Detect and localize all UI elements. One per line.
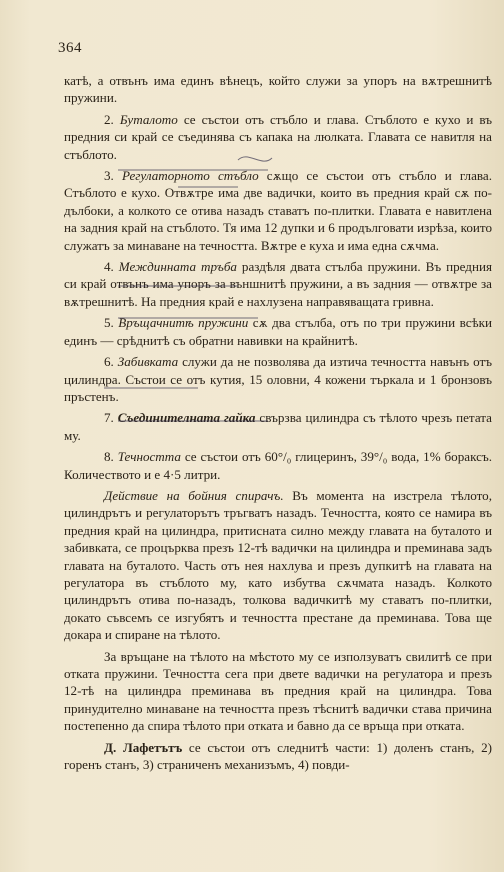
page-number: 364: [58, 40, 82, 56]
page-text: [64, 72, 492, 777]
item-term: Забивката: [117, 354, 179, 370]
item-term: Течността: [117, 449, 181, 465]
item-text: сѫ два стълба, отъ по три пружини всѣки единъ — срѣднитѣ съ обратни навивки на крайнитѣ.: [64, 315, 492, 348]
paragraph-7-connecting-nut: [64, 409, 492, 444]
item-number: 7.: [104, 410, 114, 426]
section-term: Д. Лафетътъ: [104, 739, 183, 755]
paragraph-carriage: [64, 739, 492, 774]
item-text: сѫщо се състои отъ стъбло и глава. Стъблото е кухо. Отвѫтре има две вадички, които въ предния край сѫ по-дълбоки, а колкото се отива назадъ ставатъ по-плитки. Главата е навитлена на задния край на стъблото. Тя има 12 дупки и 6 продълговати изрѣза, които служатъ за минаване на течността. Вѫтре е куха и има една сѫчма.: [64, 168, 492, 253]
paragraph-3-regulator-rod: [64, 167, 492, 254]
item-text: се състои отъ стъбло и глава. Стъблото е кухо и въ предния си край се съединява съ капака на люлката. Главата се навитля на стъблото.: [64, 111, 493, 162]
section-text: се състои отъ следнитѣ части: 1) доленъ станъ, 2) горенъ станъ, 3) страниченъ механизъмъ, 4) повди-: [64, 739, 492, 773]
paragraph-brake-action: [64, 487, 492, 644]
section-term: Действие на бойния спирачъ.: [104, 487, 284, 503]
item-term: Съединителната гайка: [117, 410, 256, 426]
item-term: Връщачнитѣ пружини: [118, 315, 249, 331]
paragraph-return: За връщане на тѣлото на мѣстото му се използуватъ свилитѣ се при отката пружини. Течността сега при двете вадички на регулатора и презъ 12-тѣ на цилиндра преминава въ предния край на цилиндра. Това принудително минаване на течността презъ тѣснитѣ вадички става причина постепенно да спира тѣлото при отката и бавно да се връща при отката.: [64, 648, 492, 734]
item-term: Междинната тръба: [118, 259, 237, 275]
section-text: Въ момента на изстрела тѣлото, цилиндрътъ и регулаторътъ тръгватъ назадъ. Течността, която се намира въ предния край на цилиндра, притисната силно между главата на буталото и забивката, се процърква презъ 12-тѣ вадички на цилиндра и преминава задъ главата на буталото. Часть отъ нея нахлува и презъ дупкитѣ на главата на регулатора въ стъблото му, като избутва сѫчмата назадъ. Колкото цилиндрътъ отива по-назадъ, толкова вадичкитѣ му ставатъ по-плитки, докато съвсемъ се изгубятъ и течността престане да преминава. Това ще докара и спиране на тѣлото.: [64, 487, 493, 643]
item-text: раздѣля двата стълба пружини. Въ предния си край отвънъ има упоръ за външнитѣ пружини, а въ задния — отвѫтре за вѫтрешнитѣ. На предния край е нахлузена направяващата гривна.: [64, 259, 492, 309]
paragraph-6-packing: [64, 353, 492, 405]
paragraph-8-liquid: [64, 448, 492, 483]
item-number: 6.: [104, 354, 114, 370]
paragraph-5-return-springs: [64, 314, 492, 349]
item-term: Регулаторното стъбло: [121, 168, 259, 184]
item-text: свързва цилиндра съ тѣлото чрезъ петата му.: [64, 410, 492, 443]
paragraph-continued: катѣ, а отвънъ има единъ вѣнецъ, който служи за упоръ на вѫтрешнитѣ пружини.: [64, 73, 492, 106]
item-text: се състои отъ 60°/₀ глицеринъ, 39°/₀ вода, 1% бораксъ. Количеството и е 4·5 литри.: [64, 449, 492, 482]
item-number: 4.: [104, 259, 114, 275]
item-term: Буталото: [119, 111, 178, 127]
paragraph-2-piston: [64, 111, 492, 163]
item-number: 3.: [104, 168, 114, 184]
item-number: 2.: [104, 111, 114, 127]
item-number: 8.: [104, 449, 114, 465]
item-number: 5.: [104, 315, 114, 331]
paragraph-4-intermediate-tube: [64, 258, 492, 310]
item-text: служи да не позволява да изтича течността навънъ отъ цилиндра. Състои се отъ кутия, 15 оловни, 4 кожени търкала и 1 бронзовъ пръстенъ.: [64, 354, 493, 404]
